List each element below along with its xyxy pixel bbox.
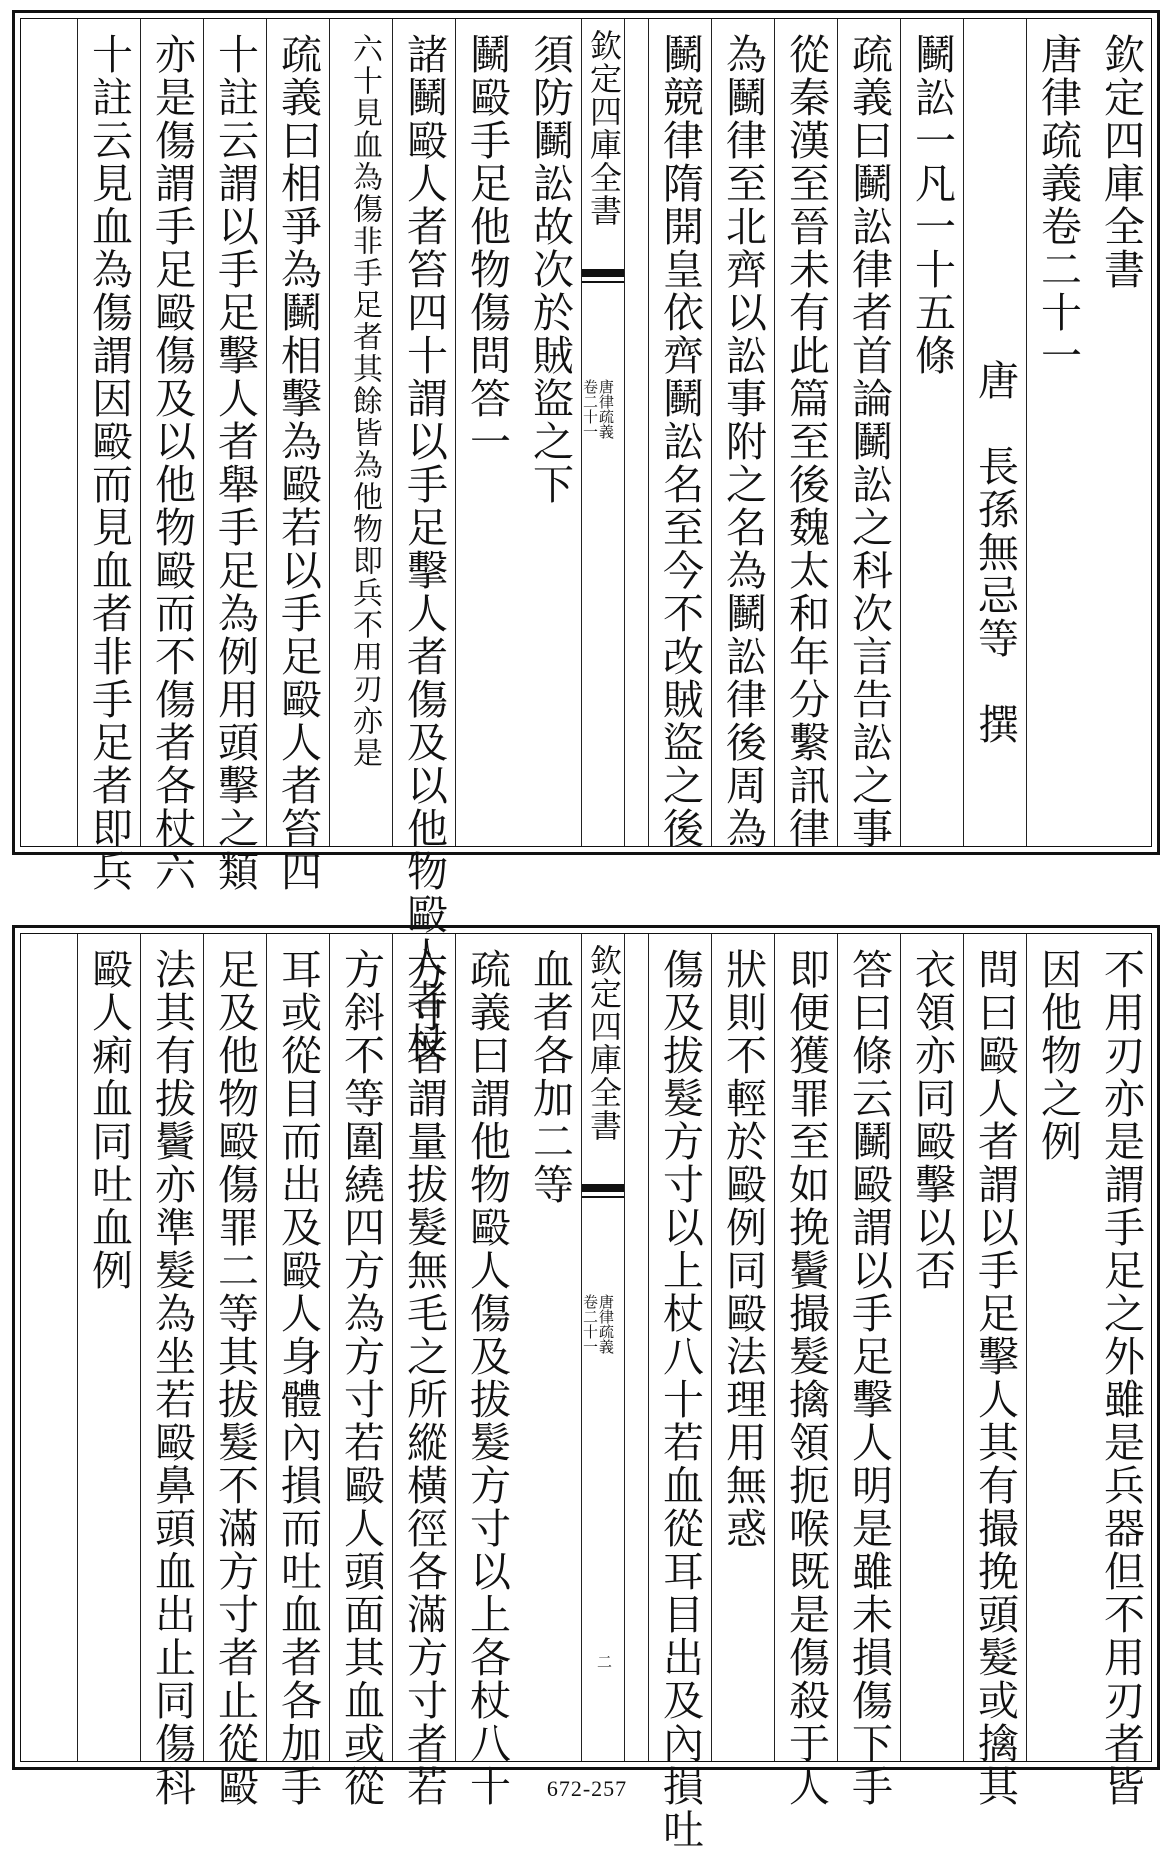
column-text: 不用刃亦是謂手足之外雖是兵器但不用刃者皆 bbox=[1097, 948, 1145, 1808]
column-text: 為鬭律至北齊以訟事附之名為鬭訟律後周為 bbox=[719, 33, 767, 850]
column-text: 答曰條云鬭毆謂以手足擊人明是雖未損傷下手 bbox=[845, 948, 893, 1808]
column bbox=[140, 19, 203, 893]
column-text: 鬭訟一凡一十五條 bbox=[908, 33, 956, 377]
column-text: 毆人痢血同吐血例 bbox=[85, 948, 133, 1292]
column bbox=[837, 934, 900, 1808]
fish-tail-mark bbox=[582, 269, 624, 277]
column-text: 諸鬭毆人者笞四十謂以手足擊人者傷及以他物毆人者杖 bbox=[400, 33, 448, 1065]
column-text: 方斜不等圍繞四方為方寸若毆人頭面其血或從 bbox=[337, 948, 385, 1808]
column-text: 唐律疏義卷二十一 bbox=[1034, 33, 1082, 377]
column-text: 六十見血為傷非手足者其餘皆為他物即兵不用刃亦是 bbox=[347, 33, 382, 769]
column bbox=[1026, 934, 1089, 1761]
column-text: 耳或從目而出及毆人身體內損而吐血者各加手 bbox=[274, 948, 322, 1808]
column bbox=[392, 934, 455, 1808]
fish-tail-line bbox=[582, 1196, 624, 1198]
column-text: 法其有拔鬢亦準髮為坐若毆鼻頭血出止同傷科 bbox=[148, 948, 196, 1808]
column bbox=[455, 934, 518, 1808]
column-text: 疏義曰謂他物毆人傷及拔髮方寸以上各杖八十 bbox=[463, 948, 511, 1808]
fish-tail-line bbox=[582, 281, 624, 283]
column-text: 疏義曰鬭訟律者首論鬭訟之科次言告訟之事 bbox=[845, 33, 893, 850]
column bbox=[648, 19, 711, 850]
column-text: 亦是傷謂手足毆傷及以他物毆而不傷者各杖六 bbox=[148, 33, 196, 893]
center-page-mark: 二 bbox=[595, 1654, 613, 1669]
column-text: 從秦漢至晉未有此篇至後魏太和年分繫訊律 bbox=[782, 33, 830, 850]
column bbox=[203, 934, 266, 1808]
column bbox=[1089, 19, 1152, 846]
column-text: 唐 長孫無忌等 撰 bbox=[971, 359, 1019, 746]
column-text: 方寸者謂量拔髮無毛之所縱橫徑各滿方寸者若 bbox=[400, 948, 448, 1808]
column bbox=[1026, 19, 1089, 846]
column bbox=[455, 19, 518, 846]
column-text: 須防鬭訟故次於賊盜之下 bbox=[526, 33, 574, 506]
column-text: 問曰毆人者謂以手足擊人其有撮挽頭髮或擒其 bbox=[971, 948, 1019, 1808]
center-header: 欽定四庫全書 bbox=[585, 29, 623, 227]
column-text: 鬭競律隋開皇依齊鬭訟名至今不改賊盜之後 bbox=[656, 33, 704, 850]
column bbox=[711, 19, 774, 850]
column bbox=[837, 19, 900, 850]
column-text: 欽定四庫全書 bbox=[1097, 33, 1145, 291]
column-text: 衣領亦同毆擊以否 bbox=[908, 948, 956, 1292]
column bbox=[900, 934, 963, 1761]
center-title: 唐律疏義 bbox=[597, 379, 615, 439]
column-text: 因他物之例 bbox=[1034, 948, 1082, 1163]
column-text: 傷及拔髮方寸以上杖八十若血從耳目出及內損吐 bbox=[656, 948, 704, 1851]
fish-tail-mark bbox=[582, 1184, 624, 1192]
column bbox=[900, 19, 963, 846]
column bbox=[392, 19, 455, 1065]
column-text: 足及他物毆傷罪二等其拔髮不滿方寸者止從毆 bbox=[211, 948, 259, 1808]
column bbox=[1089, 934, 1152, 1808]
center-title: 唐律疏義 bbox=[597, 1294, 615, 1354]
center-volume: 卷二十一 bbox=[581, 379, 599, 439]
column-text: 十註云見血為傷謂因毆而見血者非手足者即兵 bbox=[85, 33, 133, 893]
column bbox=[963, 934, 1026, 1808]
column bbox=[648, 934, 711, 1851]
column bbox=[711, 934, 774, 1761]
column-text: 血者各加二等 bbox=[526, 948, 574, 1206]
column bbox=[774, 19, 837, 850]
column bbox=[963, 19, 1026, 846]
column bbox=[518, 19, 581, 846]
column bbox=[203, 19, 266, 893]
column bbox=[266, 934, 329, 1808]
column bbox=[774, 934, 837, 1808]
center-fold bbox=[581, 934, 625, 1761]
center-fold bbox=[581, 19, 625, 846]
column-text: 鬭毆手足他物傷問答一 bbox=[463, 33, 511, 463]
column bbox=[77, 19, 140, 893]
page-number: 672-257 bbox=[546, 1776, 628, 1801]
column bbox=[266, 19, 329, 893]
column-text: 疏義曰相爭為鬭相擊為毆若以手足毆人者笞四 bbox=[274, 33, 322, 893]
column-text: 狀則不輕於毆例同毆法理用無惑 bbox=[719, 948, 767, 1550]
column-text: 即便獲罪至如挽鬢撮髮擒領扼喉既是傷殺于人 bbox=[782, 948, 830, 1808]
center-volume: 卷二十一 bbox=[581, 1294, 599, 1354]
column bbox=[518, 934, 581, 1761]
column bbox=[77, 934, 140, 1761]
column bbox=[329, 19, 392, 846]
column bbox=[140, 934, 203, 1808]
center-header: 欽定四庫全書 bbox=[585, 944, 623, 1142]
column-text: 十註云謂以手足擊人者舉手足為例用頭擊之類 bbox=[211, 33, 259, 893]
column bbox=[329, 934, 392, 1808]
